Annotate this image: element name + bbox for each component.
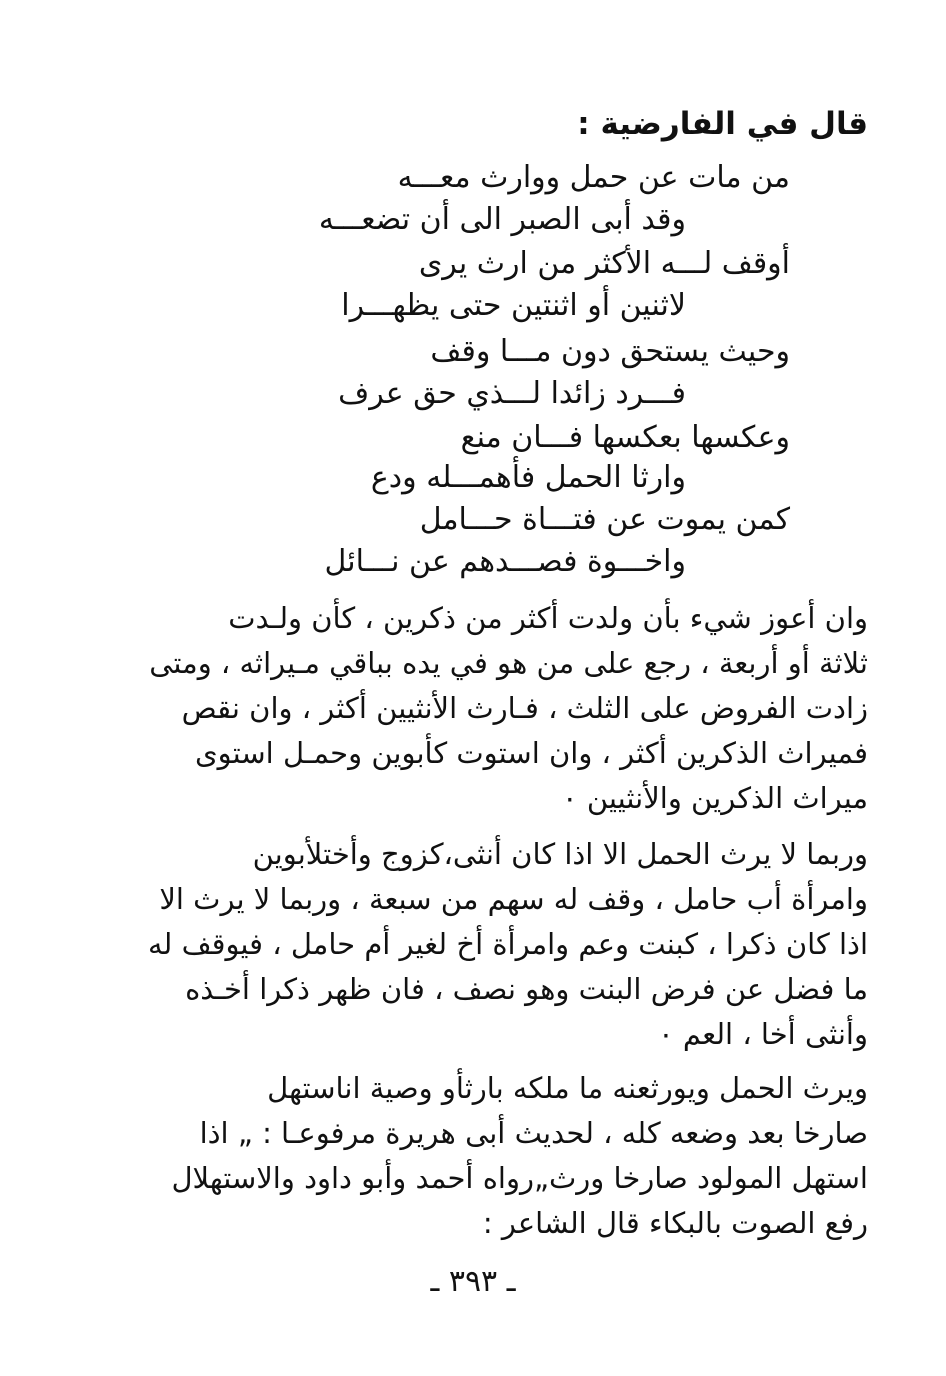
- paragraph-line: وامرأة أب حامل ، وقف له سهم من سبعة ، وربما لا يرث الا: [159, 882, 868, 916]
- paragraph-line: ميراث الذكرين والأنثيين ٠: [562, 781, 868, 815]
- paragraph-line: زادت الفروض على الثلث ، فـارث الأنثيين أكثر ، وان نقص: [181, 691, 868, 725]
- paragraph-line: وان أعوز شيء بأن ولدت أكثر من ذكرين ، كأن ولـدت: [228, 601, 868, 635]
- verse-line: فـــرد زائدا لـــذي حق عرف: [338, 376, 686, 411]
- verse-line: وارثا الحمل فأهمـــله ودع: [370, 460, 686, 495]
- paragraph-line: استهل المولود صارخا ورث„رواه أحمد وأبو داود والاستهلال: [171, 1161, 868, 1195]
- paragraph-line: ثلاثة أو أربعة ، رجع على من هو في يده بباقي مـيراثه ، ومتى: [149, 646, 868, 680]
- verse-line: وعكسها بعكسها فـــان منع: [460, 420, 790, 455]
- verse-line: من مات عن حمل ووارث معـــه: [397, 160, 790, 195]
- verse-line: كمن يموت عن فتـــاة حـــامل: [419, 502, 790, 537]
- verse-line: وقد أبى الصبر الى أن تضعـــه: [318, 202, 686, 237]
- page-number: ـ ٣٩٣ ـ: [430, 1264, 516, 1299]
- paragraph-line: وأنثى أخا ، العم ٠: [658, 1017, 868, 1051]
- paragraph-line: صارخا بعد وضعه كله ، لحديث أبى هريرة مرفوعـا : „ اذا: [199, 1116, 868, 1150]
- verse-line: أوقف لـــه الأكثر من ارث يرى: [418, 246, 790, 281]
- verse-line: وحيث يستحق دون مـــا وقف: [430, 334, 790, 369]
- paragraph: [88, 1066, 868, 1246]
- paragraph: [88, 596, 868, 821]
- paragraph-line: ويرث الحمل ويورثعنه ما ملكه بارثأو وصية اناستهل: [267, 1071, 868, 1105]
- section-heading: قال في الفارضية :: [577, 106, 868, 142]
- verse-line: واخـــوة فصـــدهم عن نـــائل: [324, 544, 686, 579]
- paragraph-line: وربما لا يرث الحمل الا اذا كان أنثى،كزوج وأختلأبوين: [252, 837, 868, 871]
- verse-line: لاثنين أو اثنتين حتى يظهـــرا: [341, 288, 686, 323]
- paragraph-line: فميراث الذكرين أكثر ، وان استوت كأبوين وحمـل استوى: [194, 736, 868, 770]
- paragraph-line: ما فضل عن فرض البنت وهو نصف ، فان ظهر ذكرا أخـذه: [185, 972, 868, 1006]
- paragraph-line: اذا كان ذكرا ، كبنت وعم وامرأة أخ لغير أم حامل ، فيوقف له: [147, 927, 868, 961]
- paragraph-line: رفع الصوت بالبكاء قال الشاعر :: [482, 1206, 868, 1240]
- paragraph: [88, 832, 868, 1057]
